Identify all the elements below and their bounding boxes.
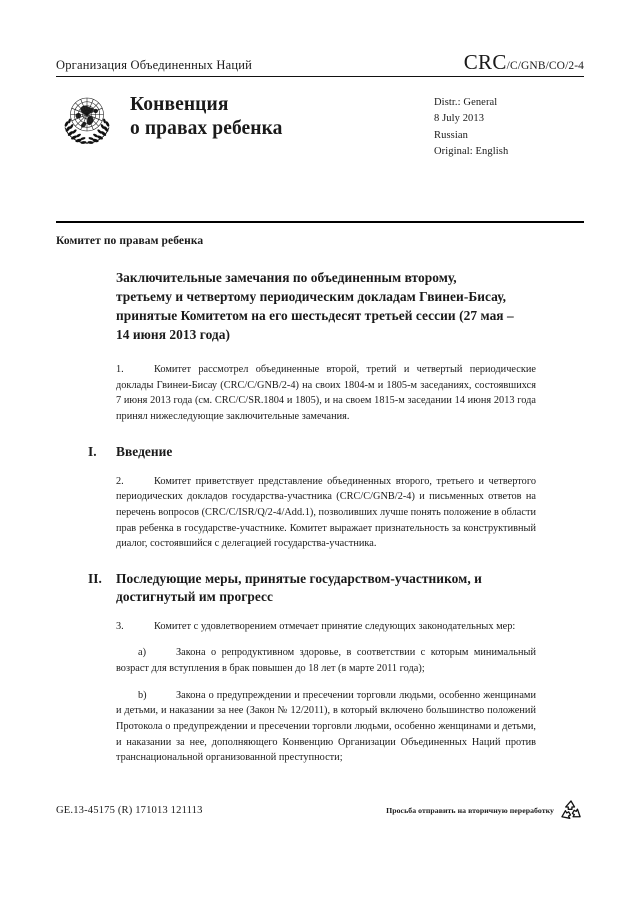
section-1-title: Введение (116, 443, 173, 459)
paragraph-3a (116, 645, 536, 676)
section-1-numeral: I. (88, 443, 97, 459)
paragraph-3b (116, 688, 536, 766)
paragraph-2 (116, 474, 536, 552)
paragraph-3a-text: Закона о репродуктивном здоровье, в соответствии с которым минимальный возраст для вступления в брак повышен до 18 лет (в марте 2011 года); (116, 647, 536, 675)
distribution-date: 8 July 2013 (434, 113, 485, 125)
section-heading-1 (88, 443, 536, 461)
paragraph-1-text: Комитет рассмотрел объединенные второй, третий и четвертый периодические доклады Гвинеи-Бисау (CRC/C/GNB/2-4) на своих 1804-м и 1805-м заседаниях, состоявшихся 7 июня 2013 года (см. CRC/C/SR.1804 и 1805), и на своем 1815-м заседании 14 июня 2013 года принял нижеследующие заключительные замечания. (116, 364, 536, 423)
header-separator-rule (56, 221, 584, 223)
masthead-body-row (56, 89, 584, 160)
paragraph-1-number: 1. (116, 364, 124, 376)
page-title: Заключительные замечания по объединенным второму, третьему и четвертому периодическим докладам Гвинеи-Бисау, принятые Комитетом на его шестьдесят третьей сессии (27 мая – 14 июня 2013 года) (116, 270, 514, 343)
un-emblem-icon (56, 91, 118, 149)
spacer (56, 634, 536, 645)
distribution-block (434, 89, 584, 160)
masthead-top-row (56, 52, 584, 75)
section-2-title: Последующие меры, принятые государством-участником, и достигнутый им прогресс (116, 570, 482, 604)
paragraph-3b-text: Закона о предупреждении и пресечении торговли людьми, особенно женщинами и детьми, и наказании за нее (Закон № 12/2011), в который включено большинство положений Протокола о предупреждении и пресечении торговли людьми, особенно женщинами и детьми, и наказании за нее, дополняющего Конвенцию Организации Объединенных Наций против транснациональной организованной преступности; (116, 689, 536, 764)
spacer (56, 461, 536, 474)
recycle-icon (558, 798, 584, 822)
paragraph-2-number: 2. (116, 475, 124, 487)
convention-title (130, 89, 434, 141)
distribution-original: Original: English (434, 145, 509, 157)
job-number: GE.13-45175 (R) 171013 121113 (56, 804, 203, 816)
paragraph-3-text: Комитет с удовлетворением отмечает принятие следующих законодательных мер: (154, 620, 516, 632)
paragraph-1 (116, 362, 536, 425)
committee-name: Комитет по правам ребенка (56, 235, 204, 247)
convention-title-line-2: о правах ребенка (130, 117, 283, 139)
spacer (56, 677, 536, 688)
page-footer (56, 798, 584, 822)
section-heading-2 (88, 570, 536, 606)
masthead-rule (56, 76, 584, 77)
recycle-notice-text: Просьба отправить на вторичную переработку (386, 805, 554, 815)
paragraph-3a-label: a) (138, 647, 147, 659)
recycle-notice (386, 798, 584, 822)
document-masthead (56, 52, 584, 160)
document-symbol-main: CRC (463, 50, 507, 74)
paragraph-3 (116, 619, 536, 635)
document-symbol (464, 52, 584, 73)
convention-title-line-1: Конвенция (130, 94, 229, 115)
paragraph-3b-label: b) (138, 689, 147, 701)
spacer (56, 606, 536, 619)
spacer (56, 552, 536, 570)
distribution-language: Russian (434, 129, 468, 141)
spacer (56, 344, 536, 362)
distribution-type: Distr.: General (434, 97, 498, 108)
section-2-numeral: II. (88, 570, 102, 586)
spacer (56, 425, 536, 443)
document-body (56, 268, 536, 766)
paragraph-2-text: Комитет приветствует представление объединенных второго, третьего и четвертого периодических докладов государства-участника (CRC/C/GNB/2-4) и письменных ответов на перечень вопросов (CRC/C/ISR/Q/2-4/Add.1), позволивших лучше понять положение в области прав ребенка в государстве-участнике. Комитет выражает признательность за конструктивный диалог, состоявшийся с делегацией государства-участника. (116, 475, 536, 550)
paragraph-3-number: 3. (116, 620, 124, 632)
organization-name: Организация Объединенных Наций (56, 58, 253, 73)
document-symbol-suffix: /C/GNB/CO/2-4 (506, 60, 584, 72)
